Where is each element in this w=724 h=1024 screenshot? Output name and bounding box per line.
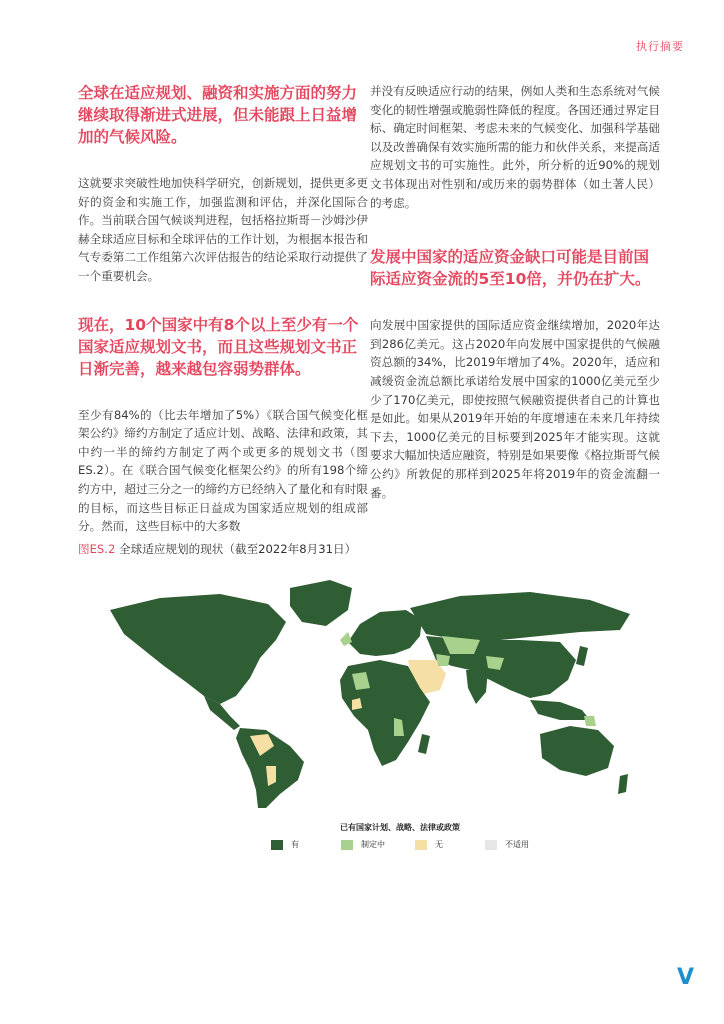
left-column — [78, 82, 368, 536]
world-map — [90, 570, 640, 810]
legend-label-na: 不适用 — [505, 840, 529, 849]
map-legend — [250, 822, 550, 850]
paragraph-parties: 至少有84%的（比去年增加了5%）《联合国气候变化框架公约》缔约方制定了适应计划、战略、法律和政策，其中约一半的缔约方制定了两个或更多的规划文书（图ES.2）。在《联合国气候变化框架公约》的所有198个缔约方中，超过三分之一的缔约方已经纳入了量化和有时限的目标，而这些目标正日益成为国家适应规划的组成部分。然而，这些目标中的大多数 — [78, 407, 368, 534]
legend-label-yes: 有 — [291, 840, 299, 849]
region-north-america — [110, 594, 286, 704]
page-number: V — [676, 965, 694, 990]
legend-swatch-none — [415, 840, 427, 850]
world-map-graphic — [90, 570, 640, 810]
heading-finance-gap: 发展中国家的适应资金缺口可能是目前国际适应资金流的5至10倍，并仍在扩大。 — [370, 248, 651, 289]
region-se-asia — [530, 700, 590, 720]
figure-title: 全球适应规划的现状（截至2022年8月31日） — [119, 542, 357, 556]
right-column — [370, 82, 660, 502]
paragraph-acceleration: 这就要求突破性地加快科学研究，创新规划，提供更多更好的资金和实施工作，加强监测和评估，并深化国际合作。当前联合国气候谈判进程，包括格拉斯哥－沙姆沙伊赫全球适应目标和全球评估的工作计划，为根据本报告和气专委第二工作组第六次评估报告的结论采取行动提供了一个重要机会。 — [78, 176, 368, 283]
legend-item-none — [415, 839, 455, 850]
region-new-zealand — [618, 774, 628, 794]
figure-caption — [78, 541, 356, 557]
region-greenland — [290, 580, 352, 626]
region-europe — [348, 610, 422, 656]
legend-swatch-yes — [271, 840, 283, 850]
legend-swatch-na — [485, 840, 497, 850]
legend-label-none: 无 — [435, 840, 443, 849]
region-russia — [410, 592, 630, 640]
legend-item-na — [485, 839, 529, 850]
legend-label-drafting: 制定中 — [361, 840, 385, 849]
paragraph-finance: 向发展中国家提供的国际适应资金继续增加，2020年达到286亿美元。这占2020年向发展中国家提供的气候融资总额的34%，比2019年增加了4%。2020年，适应和减缓资金流总额比承诺给发展中国家的1000亿美元至少少了170亿美元，即使按照气候融资提供者自己的计算也是如此。如果从2019年开始的年度增速在未来几年持续下去，1000亿美元的目标要到2025年才能实现。这就要求大幅加快适应融资，特别是如果要像《格拉斯哥气候公约》所敦促的那样到2025年将2019年的资金流翻一番。 — [370, 318, 660, 500]
section-header: 执行摘要 — [636, 40, 684, 53]
legend-item-yes — [271, 839, 311, 850]
legend-item-drafting — [341, 839, 385, 850]
heading-planning-instruments: 现在，10个国家中有8个以上至少有一个国家适应规划文书，而且这些规划文书正日渐完善，越来越包容弱势群体。 — [78, 315, 359, 378]
heading-adaptation-progress: 全球在适应规划、融资和实施方面的努力继续取得渐进式进展，但未能跟上日益增加的气候风险。 — [78, 84, 358, 146]
region-australia — [540, 726, 614, 776]
region-japan — [576, 646, 588, 666]
legend-title: 已有国家计划、战略、法律或政策 — [340, 823, 460, 832]
paragraph-implementation: 并没有反映适应行动的结果，例如人类和生态系统对气候变化的韧性增强或脆弱性降低的程度。各国还通过界定目标、确定时间框架、考虑未来的气候变化、加强科学基础以及改善确保有效实施所需的能力和伙伴关系，来提高适应规划文书的可实施性。此外，所分析的近90%的规划文书体现出对性别和/或历来的弱势群体（如土著人民）的考虑。 — [370, 84, 660, 210]
legend-swatch-drafting — [341, 840, 353, 850]
region-middle-east-drafting — [436, 654, 450, 666]
region-png-drafting — [584, 716, 596, 726]
region-madagascar — [418, 734, 430, 754]
region-india — [466, 670, 488, 704]
figure-label: 图ES.2 — [78, 542, 116, 556]
